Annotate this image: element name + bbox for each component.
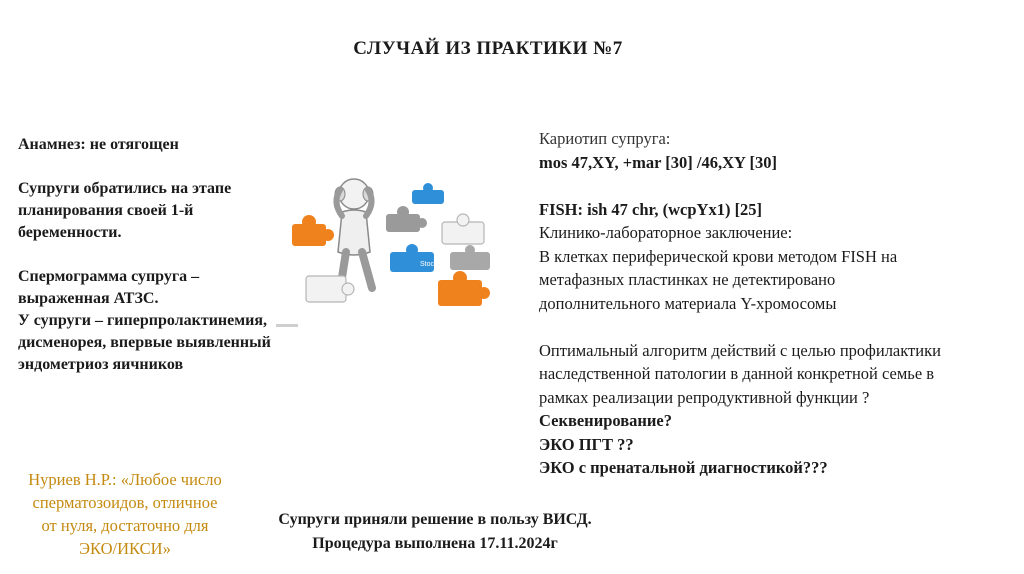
conclusion-label: Клинико-лабораторное заключение: [539,223,793,242]
spermogram-line-1: Спермограмма супруга – [18,268,200,285]
stock-watermark: Stock [420,261,438,268]
puzzle-piece-blue-top [412,183,444,204]
option-ivf-prenatal: ЭКО с пренатальной диагностикой??? [539,458,828,477]
slide-title: СЛУЧАЙ ИЗ ПРАКТИКИ №7 [353,38,623,59]
decision-text [225,508,645,556]
question-line-2: наследственной патологии в данной конкретной семье в [539,364,935,383]
decision-line-1: Супруги приняли решение в пользу ВИСД. [278,511,592,528]
karyotype-label: Кариотип супруга: [539,129,671,148]
puzzle-piece-white-bottom [306,276,354,302]
wife-line-3: эндометриоз яичников [18,356,184,373]
conclusion-line-2: метафазных пластинках не детектировано [539,270,836,289]
quote-line-4: ЭКО/ИКСИ» [79,539,171,558]
conclusion-line-3: дополнительного материала Y-хромосомы [539,293,837,313]
quote-line-3: от нуля, достаточно для [41,516,209,535]
anamnesis-text: Анамнез: не отягощен [18,136,179,153]
puzzle-piece-gray-mid [386,206,427,232]
puzzle-figure-icon [282,172,512,320]
decision-line-2: Процедура выполнена 17.11.2024г [312,535,558,552]
fish-result: FISH: ish 47 chr, (wcpYx1) [25] [539,199,763,219]
wife-line-2: дисменорея, впервые выявленный [18,334,271,351]
conclusion-line-1: В клетках периферической крови методом FISH на [539,246,898,266]
puzzle-piece-orange-bottom [438,271,490,306]
spermogram-line-2: выраженная АТЗС. [18,290,159,307]
nuriev-quote [0,468,250,560]
thinking-figure [335,179,373,290]
visit-line-1: Супруги обратились на этапе [18,180,232,197]
divider [276,324,298,327]
visit-line-3: беременности. [18,224,122,241]
quote-line-2: сперматозоидов, отличное [32,493,218,512]
puzzle-piece-orange-left [292,215,334,246]
puzzle-piece-gray-right [450,245,490,270]
visit-line-2: планирования своей 1-й [18,202,194,219]
option-ivf-pgt: ЭКО ПГТ ?? [539,434,634,454]
puzzle-piece-white-right [442,214,484,244]
option-sequencing: Секвенирование? [539,411,672,430]
question-line-1: Оптимальный алгоритм действий с целью профилактики [539,340,941,360]
quote-line-1: Нуриев Н.Р.: «Любое число [28,470,222,489]
puzzle-piece-blue-center [390,244,438,272]
karyotype-value: mos 47,XY, +mar [30] /46,XY [30] [539,152,777,172]
wife-line-1: У супруги – гиперпролактинемия, [18,312,267,329]
question-line-3: рамках реализации репродуктивной функции ? [539,387,870,407]
genetic-findings [539,127,1024,480]
